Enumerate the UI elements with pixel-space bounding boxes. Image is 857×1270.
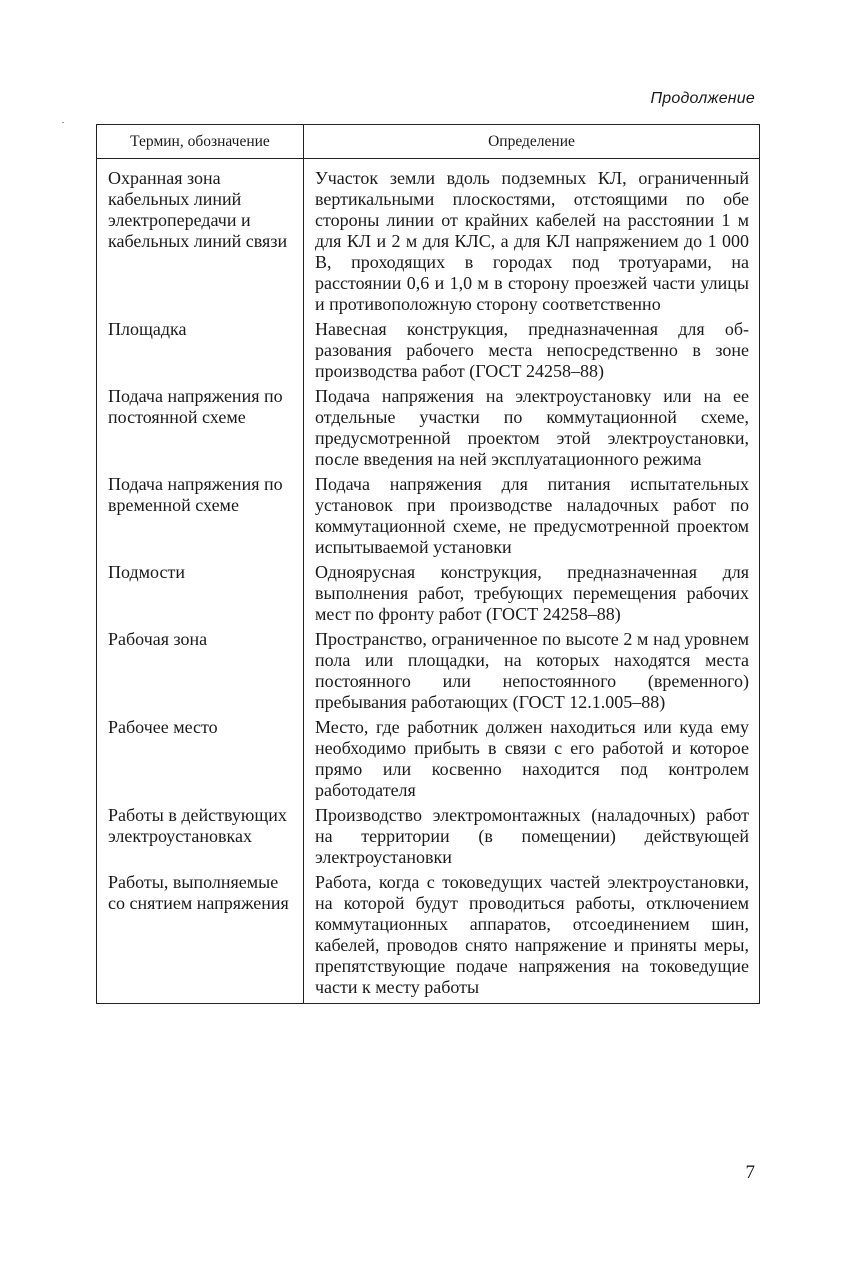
definition-cell: Навесная конструкция, предназначенная для образования рабочего места непосредственно в зоне производства работ (ГОСТ 24258–88) — [304, 319, 760, 386]
table-header-row — [97, 125, 760, 159]
term-cell: Рабочая зона — [97, 629, 304, 717]
definition-cell: Работа, когда с токоведущих частей электроустановки, на которой будут проводиться работы, отключением коммутационных аппаратов, отсоединением шин, кабелей, проводов снято напряжение и приняты меры, препятствующие подаче напряжения на токоведущие части к месту работы — [304, 872, 760, 1004]
term-cell: Охранная зона кабельных линий электропередачи и кабельных линий связи — [97, 159, 304, 320]
column-header-term: Термин, обозначение — [97, 125, 304, 159]
table-row — [97, 159, 760, 320]
continuation-label: Продолжение — [650, 90, 755, 107]
terms-table — [96, 124, 760, 1004]
term-cell: Работы, выполняемые со снятием напряжения — [97, 872, 304, 1004]
term-cell: Рабочее место — [97, 717, 304, 805]
page-number: 7 — [745, 1162, 755, 1183]
table-row — [97, 474, 760, 562]
definition-cell: Подача напряжения для питания испытательных установок при производстве наладочных работ по коммутационной схеме, не предусмотренной проектом испытываемой установки — [304, 474, 760, 562]
table-row — [97, 629, 760, 717]
table-row — [97, 562, 760, 629]
definition-cell: Пространство, ограниченное по высоте 2 м над уровнем пола или площадки, на которых находятся места постоянного или непостоянного (временного) пребывания работающих (ГОСТ 12.1.005–88) — [304, 629, 760, 717]
term-cell: Подмости — [97, 562, 304, 629]
table-row — [97, 717, 760, 805]
definition-cell: Одноярусная конструкция, предназначенная для выполнения работ, требующих перемещения рабочих мест по фронту работ (ГОСТ 24258–88) — [304, 562, 760, 629]
term-cell: Подача напряжения по временной схеме — [97, 474, 304, 562]
table-row — [97, 319, 760, 386]
term-cell: Подача напряжения по постоянной схеме — [97, 386, 304, 474]
scan-speck — [62, 122, 64, 123]
definition-cell: Подача напряжения на электроустановку или на ее отдельные участки по коммутационной схеме, предусмотренной проектом этой электроустановки, после введения на ней эксплуатационного режима — [304, 386, 760, 474]
table-row — [97, 872, 760, 1004]
table-row — [97, 386, 760, 474]
definition-cell: Участок земли вдоль подземных КЛ, ограниченный вертикальными плоскостями, отстоящими по обе стороны линии от крайних кабелей на расстоянии 1 м для КЛ и 2 м для КЛС, а для КЛ напряжением до 1 000 В, проходящих в городах под тротуарами, на расстоянии 0,6 и 1,0 м в сторону проезжей части улицы и противоположную сторону соответственно — [304, 159, 760, 320]
definition-cell: Производство электромонтажных (наладочных) работ на территории (в помещении) действующей электроустановки — [304, 805, 760, 872]
term-cell: Работы в действующих электроустановках — [97, 805, 304, 872]
definition-cell: Место, где работник должен находиться или куда ему необходимо прибыть в связи с его работой и которое прямо или косвенно находится под контролем работодателя — [304, 717, 760, 805]
column-header-definition: Определение — [304, 125, 760, 159]
term-cell: Площадка — [97, 319, 304, 386]
table-row — [97, 805, 760, 872]
